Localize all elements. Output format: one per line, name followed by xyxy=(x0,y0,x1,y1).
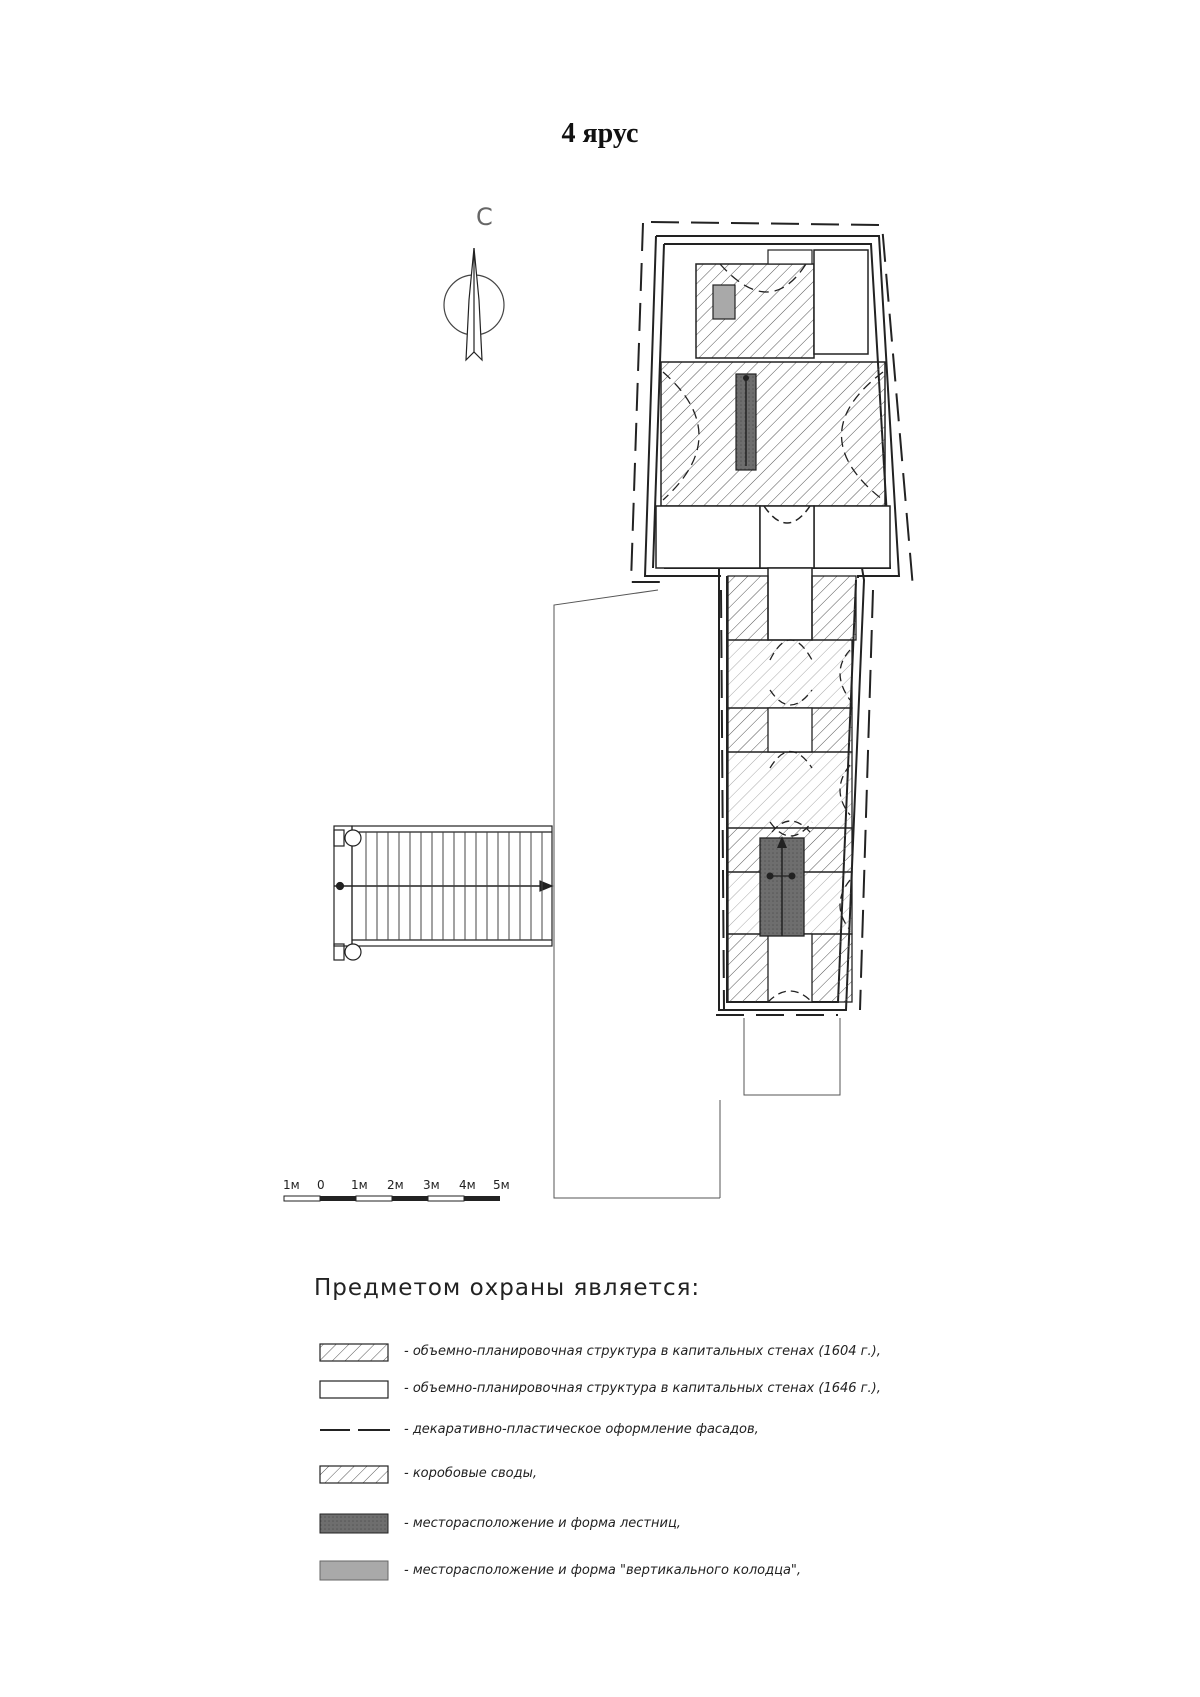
scale-label-4: 4м xyxy=(459,1178,476,1192)
stair-south xyxy=(760,836,804,936)
legend-item-1604: - объемно-планировочная структура в капитальных стенах (1604 г.), xyxy=(404,1344,881,1359)
scale-bar xyxy=(284,1196,500,1201)
south-block-rooms xyxy=(728,576,856,1002)
legend-item-well: - месторасположение и форма "вертикального колодца", xyxy=(404,1563,802,1578)
scale-label-2: 2м xyxy=(387,1178,404,1192)
legend-heading: Предметом охраны является: xyxy=(314,1275,701,1301)
legend-item-1646: - объемно-планировочная структура в капитальных стенах (1646 г.), xyxy=(404,1381,881,1396)
drawing-title: 4 ярус xyxy=(561,118,639,149)
legend-swatch-1646 xyxy=(320,1381,388,1398)
north-label: С xyxy=(476,203,493,231)
north-block-vaults xyxy=(661,250,885,506)
legend-item-stairs: - месторасположение и форма лестниц, xyxy=(404,1516,681,1531)
legend-item-facade: - декаративно-пластическое оформление фасадов, xyxy=(404,1422,759,1437)
legend-item-vaults: - коробовые своды, xyxy=(404,1466,538,1481)
legend-swatch-well xyxy=(320,1561,388,1580)
scale-label-3: 3м xyxy=(423,1178,440,1192)
legend-swatch-vaults xyxy=(320,1466,388,1483)
legend-swatch-stairs xyxy=(320,1514,388,1533)
vertical-well xyxy=(713,285,735,319)
scale-label-minus1: 1м xyxy=(283,1178,300,1192)
scale-label-1: 1м xyxy=(351,1178,368,1192)
scale-label-5: 5м xyxy=(493,1178,510,1192)
north-arrow-icon xyxy=(444,248,504,360)
legend-swatch-1604 xyxy=(320,1344,388,1361)
scale-label-0: 0 xyxy=(317,1178,325,1192)
legend-swatches xyxy=(320,1344,390,1580)
